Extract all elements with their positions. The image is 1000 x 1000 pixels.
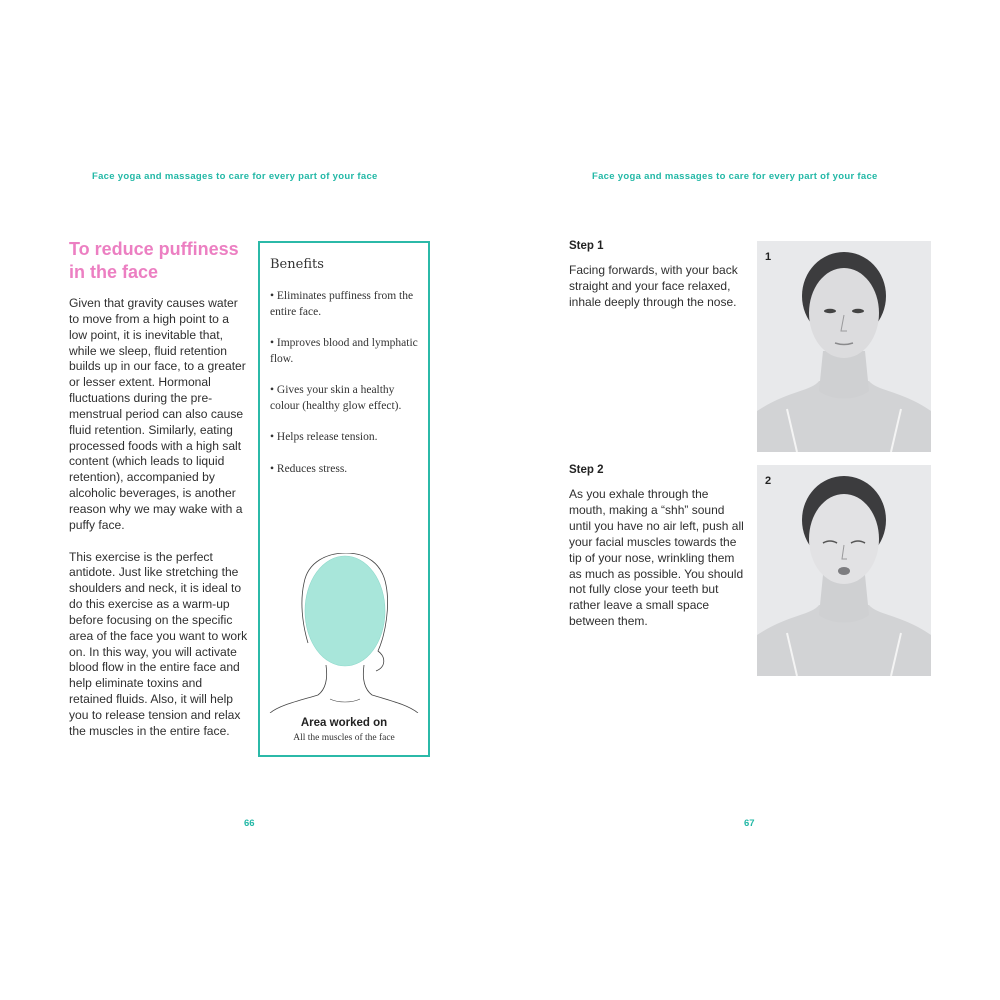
step-2-text: As you exhale through the mouth, making a “shh” sound until you have no air left, push all your facial muscles towards the tip of your nose, wrinkling them as much as possible. You should not fully close your teeth but rather leave a small space between them.: [569, 487, 744, 629]
paragraph-2: This exercise is the perfect antidote. Just like stretching the shoulders and neck, it is ideal to do this exercise as a warm-up before focusing on the specific area of the face you want to work on. In this way, you will activate blood flow in the entire face and help eliminate toxins and retained fluids. Also, it will help you to release tension and relax the muscles in the entire face.: [69, 549, 248, 738]
step-1-photo: [757, 241, 931, 452]
benefit-item: • Gives your skin a healthy colour (healthy glow effect).: [270, 384, 402, 412]
benefit-item: • Improves blood and lymphatic flow.: [270, 337, 418, 365]
benefit-item: • Reduces stress.: [270, 462, 348, 475]
step-2-title: Step 2: [569, 464, 604, 476]
page-number-left: 66: [244, 818, 255, 829]
title-line-1: To reduce puffiness: [69, 239, 239, 259]
benefits-list: [270, 289, 422, 493]
right-running-head: Face yoga and massages to care for every part of your face: [592, 171, 878, 182]
step-1-text: Facing forwards, with your back straight and your face relaxed, inhale deeply through the nose.: [569, 263, 738, 309]
step-2-photo-number: 2: [765, 475, 772, 487]
step-2-photo: [757, 465, 931, 676]
step-1-portrait-image: [757, 241, 931, 452]
left-running-head: Face yoga and massages to care for every part of your face: [92, 171, 378, 182]
page-number-right: 67: [744, 818, 755, 829]
step-1-title: Step 1: [569, 240, 604, 252]
paragraph-1: Given that gravity causes water to move from a high point to a low point, it is inevitable that, while we sleep, fluid retention builds up in our face, to a greater or lesser extent. Hormonal fluctuations during the pre-menstrual period can also cause fluid retention. Similarly, eating processed foods with a high salt content (which leads to liquid retention), accompanied by alcoholic beverages, is another reason why we may wake with a puffy face.: [69, 296, 246, 532]
benefits-title: Benefits: [270, 257, 324, 272]
area-worked-on-title: Area worked on: [300, 717, 388, 729]
title-line-2: in the face: [69, 262, 159, 282]
face-area-illustration: [268, 553, 420, 713]
step-2-portrait-image: [757, 465, 931, 676]
benefits-box: [258, 241, 430, 757]
body-text: [69, 296, 249, 740]
area-worked-on-subtitle: All the muscles of the face: [293, 733, 395, 743]
benefit-item: • Helps release tension.: [270, 431, 378, 444]
step-1-photo-number: 1: [765, 251, 772, 263]
benefit-item: • Eliminates puffiness from the entire face.: [270, 290, 414, 318]
page-title: [69, 238, 254, 284]
